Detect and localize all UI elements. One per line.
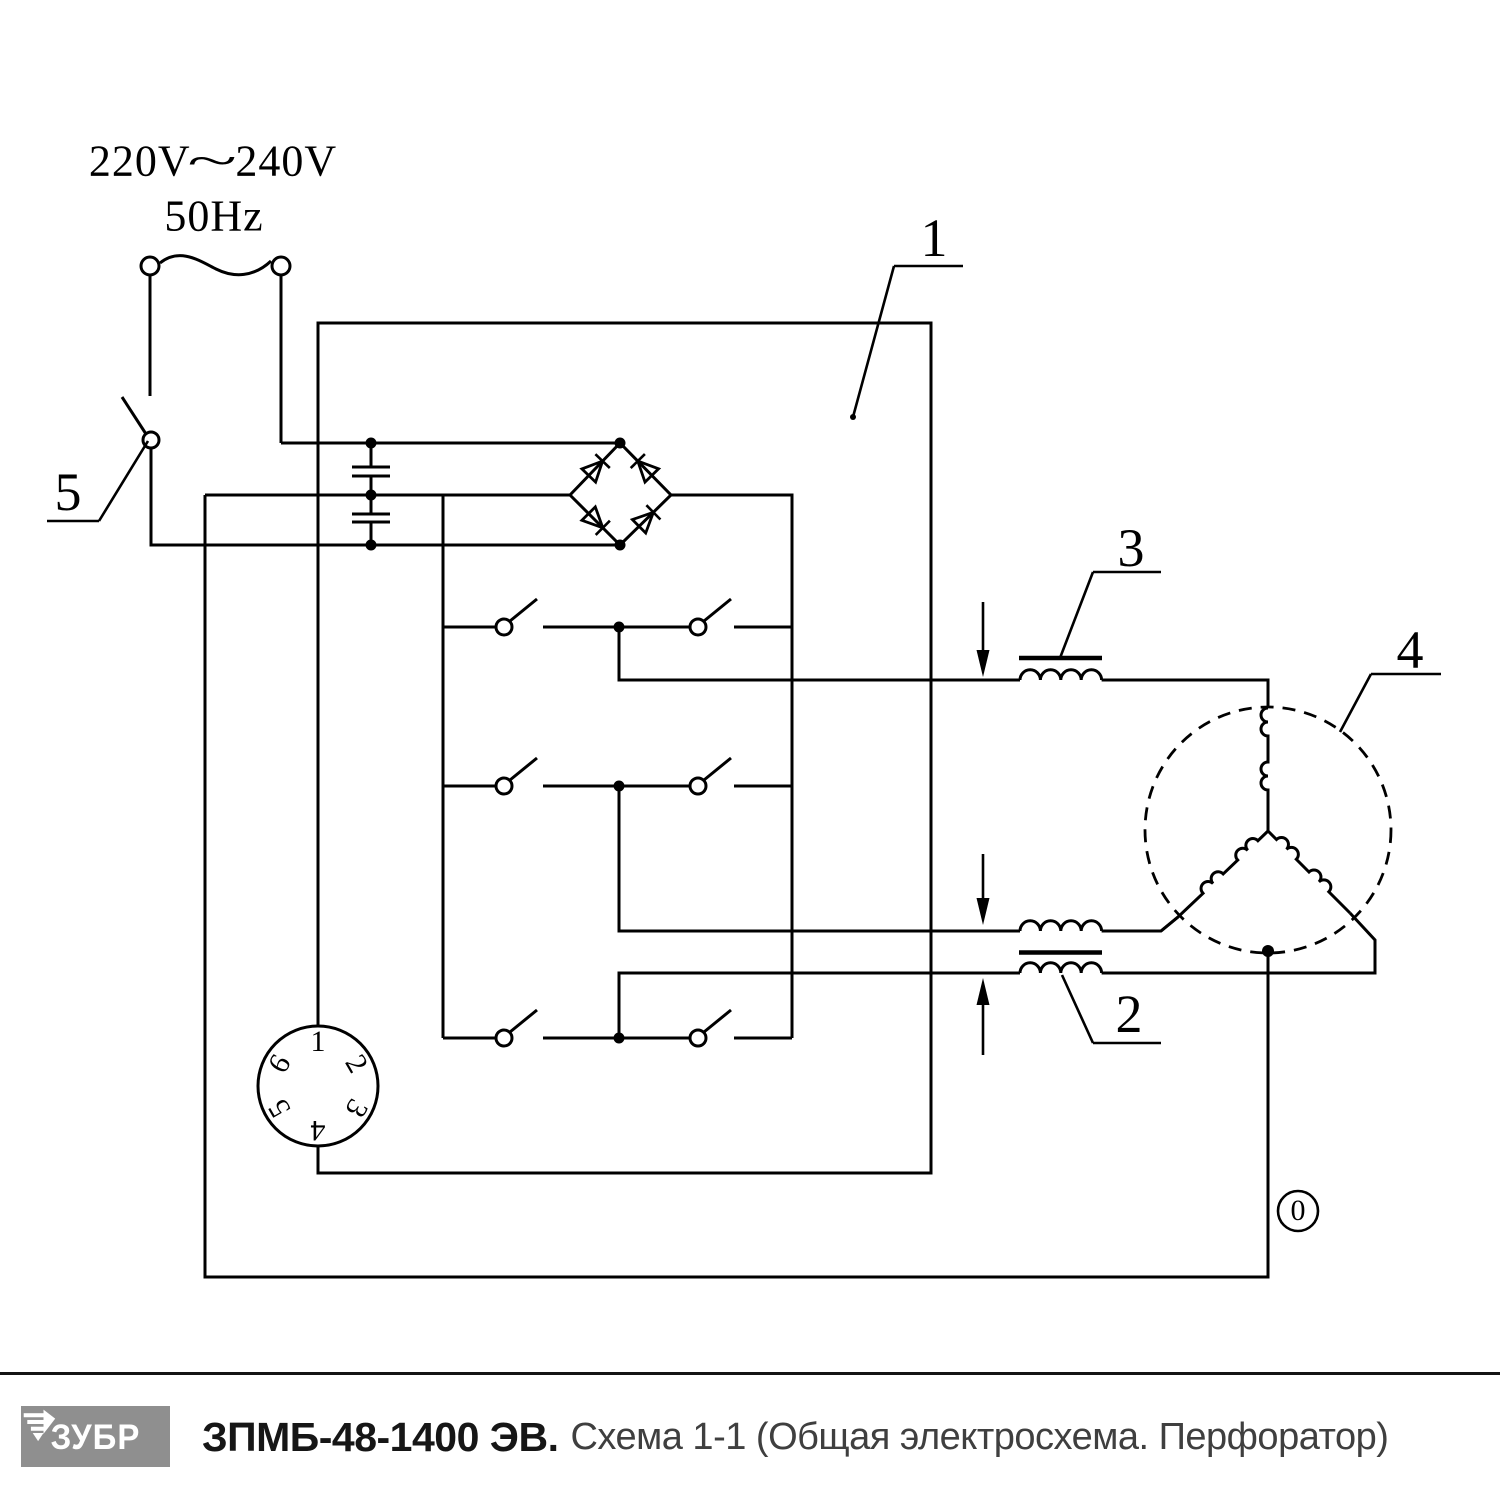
scheme-name: Схема 1-1 (Общая электросхема. Перфоратор) [570,1415,1389,1458]
outer-return-loop [205,495,1268,1277]
callout-leaders [47,266,1441,1043]
callout-power-switch: 5 [54,462,82,522]
model-name: ЗПМБ-48-1400 ЭВ. [202,1413,559,1460]
inductor-3 [1020,670,1102,680]
inner-rails [443,495,792,1038]
callout-upper-coil: 3 [1117,518,1145,578]
adjustment-arrows [977,602,990,1055]
power-terminal-left [141,257,159,275]
connector-pin-3: 3 [338,1093,375,1123]
star-point-dot [1262,945,1274,957]
callout-motor: 4 [1396,620,1424,680]
brand-name: ЗУБР [50,1415,141,1456]
connector-pin-4: 4 [310,1114,326,1147]
connector-pin-5: 5 [261,1093,298,1123]
connector-pin-6: 6 [261,1049,298,1079]
inductor-2-lower [1020,963,1102,973]
voltage-rating [89,136,337,187]
motor-winding-left [1161,831,1268,931]
neutral-marker-label: 0 [1290,1194,1306,1227]
callout-lower-coil: 2 [1115,984,1143,1044]
motor-winding-top [1261,708,1268,831]
callout-control-unit: 1 [920,208,948,268]
voltage-min: 220V [88,136,191,186]
connector-pin-1: 1 [310,1025,326,1058]
switch-blade [122,397,146,434]
frequency-rating: 50Hz [164,191,264,241]
voltage-max: 240V [235,136,338,186]
drawing-title [202,1407,1388,1467]
power-cord-wave [160,256,271,275]
phase-lines [619,627,1375,1038]
diode-bridge [570,438,671,551]
power-terminal-right [272,257,290,275]
zubr-logo [21,1406,170,1467]
motor-winding-right [1268,831,1350,913]
inductor-2-upper [1020,921,1102,931]
connector-pin-2: 2 [338,1049,375,1079]
control-unit-outline [258,323,931,1173]
tilde-symbol: ~ [186,136,240,186]
power-source [141,256,290,443]
motor [1145,707,1391,957]
footer-divider [0,1372,1500,1375]
